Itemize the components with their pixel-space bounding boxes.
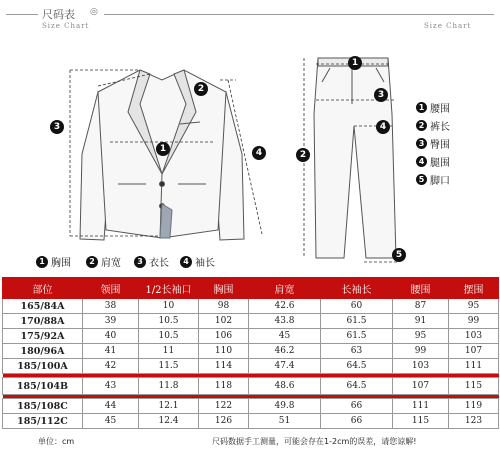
measurement-cell: 63: [321, 344, 393, 359]
measurement-cell: 43: [83, 378, 139, 395]
table-row: [3, 299, 499, 314]
jacket-caption-4: 4 袖长: [180, 254, 215, 269]
measurement-cell: 103: [393, 359, 449, 374]
table-row: [3, 359, 499, 374]
measurement-cell: 122: [199, 399, 249, 414]
measurement-cell: 64.5: [321, 378, 393, 395]
measurement-cell: 123: [449, 414, 499, 429]
table-row: [3, 329, 499, 344]
measurement-cell: 87: [393, 299, 449, 314]
measurement-cell: 106: [199, 329, 249, 344]
measurement-cell: 12.4: [139, 414, 199, 429]
measurement-cell: 107: [393, 378, 449, 395]
size-label-cell: 185/108C: [3, 399, 83, 414]
trousers-legend-3: 3 臀围: [416, 136, 450, 151]
measurement-cell: 51: [249, 414, 321, 429]
jacket-caption-2: 2 肩宽: [86, 254, 121, 269]
measurement-cell: 95: [449, 299, 499, 314]
size-label-cell: 185/104B: [3, 378, 83, 395]
measurement-cell: 118: [199, 378, 249, 395]
measurement-cell: 11: [139, 344, 199, 359]
measurement-cell: 45: [249, 329, 321, 344]
measurement-cell: 119: [449, 399, 499, 414]
size-label-cell: 170/88A: [3, 314, 83, 329]
header-subtitle-left: Size Chart: [42, 22, 90, 30]
jacket-caption-1: 1 胸围: [36, 254, 71, 269]
measurement-cell: 39: [83, 314, 139, 329]
size-table: [2, 277, 499, 429]
measurement-cell: 43.8: [249, 314, 321, 329]
measurement-cell: 99: [449, 314, 499, 329]
table-row: [3, 414, 499, 429]
measurement-cell: 10.5: [139, 314, 199, 329]
measurement-cell: 49.8: [249, 399, 321, 414]
column-header: 领围: [83, 278, 139, 299]
column-header: 腰围: [393, 278, 449, 299]
measurement-cell: 107: [449, 344, 499, 359]
table-row: [3, 344, 499, 359]
measurement-cell: 61.5: [321, 314, 393, 329]
measurement-cell: 60: [321, 299, 393, 314]
measurement-cell: 48.6: [249, 378, 321, 395]
header-rule-left: [6, 14, 38, 15]
measurement-cell: 95: [393, 329, 449, 344]
table-row: [3, 399, 499, 414]
marker-waist: 1: [348, 56, 362, 70]
measurement-cell: 44: [83, 399, 139, 414]
column-header: 摆围: [449, 278, 499, 299]
marker-hem: 5: [392, 248, 406, 262]
measurement-cell: 91: [393, 314, 449, 329]
marker-hip: 3: [374, 88, 388, 102]
table-row: [3, 314, 499, 329]
measurement-cell: 99: [393, 344, 449, 359]
measurement-cell: 11.8: [139, 378, 199, 395]
trousers-legend-5: 5 脚口: [416, 172, 450, 187]
marker-sleeve: 4: [252, 146, 266, 160]
page-title: 尺码表: [42, 8, 75, 21]
measurement-cell: 114: [199, 359, 249, 374]
measurement-cell: 115: [393, 414, 449, 429]
measurement-cell: 102: [199, 314, 249, 329]
size-label-cell: 175/92A: [3, 329, 83, 344]
size-diagram: [0, 34, 500, 268]
unit-note: 单位：cm: [38, 437, 75, 446]
header-rule-right: [104, 14, 494, 15]
marker-thigh: 4: [376, 120, 390, 134]
measurement-cell: 115: [449, 378, 499, 395]
measurement-cell: 47.4: [249, 359, 321, 374]
marker-trouser-length: 2: [296, 148, 310, 162]
measurement-cell: 12.1: [139, 399, 199, 414]
measurement-cell: 38: [83, 299, 139, 314]
trousers-legend-1: 1 腰围: [416, 100, 450, 115]
jacket-button-1: [160, 182, 165, 187]
measurement-cell: 61.5: [321, 329, 393, 344]
measurement-cell: 111: [449, 359, 499, 374]
marker-chest: 1: [156, 142, 170, 156]
measurement-cell: 45: [83, 414, 139, 429]
measurement-cell: 41: [83, 344, 139, 359]
column-header: 肩宽: [249, 278, 321, 299]
size-label-cell: 185/100A: [3, 359, 83, 374]
header-circle-icon: ◎: [90, 7, 98, 17]
measurement-cell: 66: [321, 414, 393, 429]
measurement-cell: 42: [83, 359, 139, 374]
measurement-cell: 103: [449, 329, 499, 344]
garment-illustration: [0, 34, 500, 268]
header-subtitle-right: Size Chart: [424, 22, 472, 30]
marker-shoulder: 2: [194, 82, 208, 96]
marker-jacket-length: 3: [50, 120, 64, 134]
column-header: 胸围: [199, 278, 249, 299]
size-label-cell: 180/96A: [3, 344, 83, 359]
column-header: 1/2长袖口: [139, 278, 199, 299]
measurement-cell: 64.5: [321, 359, 393, 374]
measurement-cell: 40: [83, 329, 139, 344]
column-header: 长袖长: [321, 278, 393, 299]
trousers-legend-4: 4 腿围: [416, 154, 450, 169]
measurement-cell: 111: [393, 399, 449, 414]
table-body: [3, 299, 499, 429]
size-label-cell: 165/84A: [3, 299, 83, 314]
measurement-note: 尺码数据手工测量，可能会存在1-2cm的误差，请您谅解!: [212, 437, 417, 446]
table-header-row: [3, 278, 499, 299]
size-label-cell: 185/112C: [3, 414, 83, 429]
table-row: [3, 378, 499, 395]
column-header: 部位: [3, 278, 83, 299]
jacket-caption-3: 3 衣长: [134, 254, 169, 269]
trousers-legend-2: 2 裤长: [416, 118, 450, 133]
measurement-cell: 126: [199, 414, 249, 429]
measurement-cell: 42.6: [249, 299, 321, 314]
measurement-cell: 46.2: [249, 344, 321, 359]
measurement-cell: 66: [321, 399, 393, 414]
measurement-cell: 110: [199, 344, 249, 359]
measurement-cell: 10: [139, 299, 199, 314]
measurement-cell: 11.5: [139, 359, 199, 374]
measurement-cell: 98: [199, 299, 249, 314]
measurement-cell: 10.5: [139, 329, 199, 344]
